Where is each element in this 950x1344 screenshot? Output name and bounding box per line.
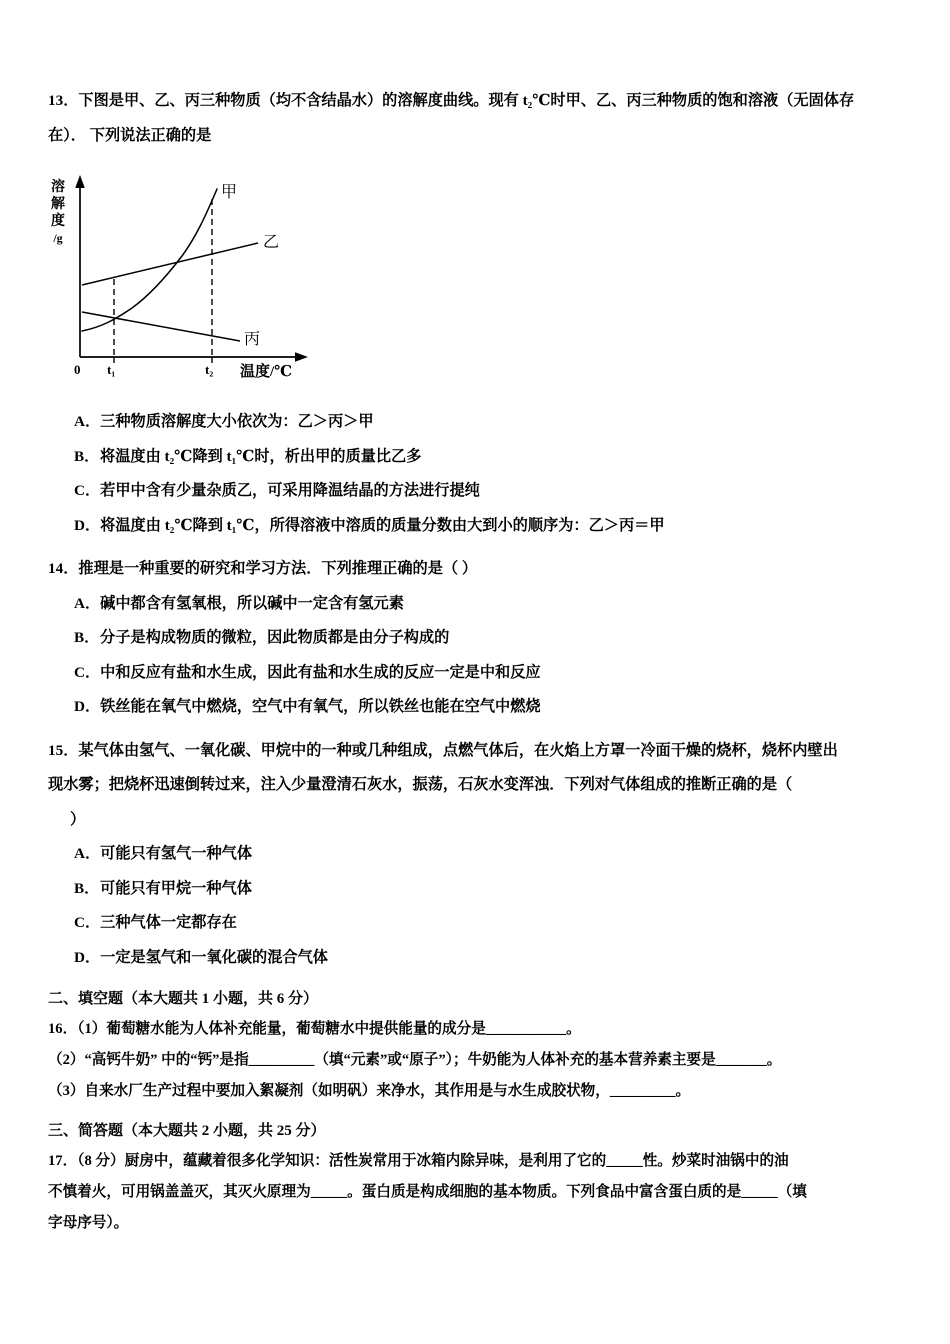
question-16-part-2: （2）“高钙牛奶” 中的“钙”是指_________（填“元素”或“原子”）；牛奶能为人体补充的基本营养素主要是_______。 xyxy=(48,1052,782,1068)
question-13-option-a-text: 三种物质溶解度大小依次为：乙＞丙＞甲 xyxy=(100,413,374,430)
question-17-line3: 字母序号）。 xyxy=(48,1215,129,1231)
question-15-option-a-text: 可能只有氢气一种气体 xyxy=(100,845,253,862)
question-14-option-d-text: 铁丝能在氧气中燃烧，空气中有氧气，所以铁丝也能在空气中燃烧 xyxy=(100,698,541,715)
question-15-stem-line1: 15．某气体由氢气、一氧化碳、甲烷中的一种或几种组成，点燃气体后，在火焰上方罩一冷面干燥的烧杯，烧杯内壁出 xyxy=(48,741,838,759)
question-13-stem-line1: 13．下图是甲、乙、丙三种物质（均不含结晶水）的溶解度曲线。现有 t₂℃时甲、乙、丙三种物质的饱和溶液（无固体存 xyxy=(48,92,855,109)
question-15-stem-line3: ） xyxy=(70,810,86,828)
section-three xyxy=(48,1116,916,1239)
question-13-option-d-text: 将温度由 t₂℃降到 t₁℃，所得溶液中溶质的质量分数由大到小的顺序为：乙＞丙＝甲 xyxy=(100,516,665,534)
question-13-option-a-label: A． xyxy=(74,413,101,430)
question-16-part-1: 16．（1）葡萄糖水能为人体补充能量，葡萄糖水中提供能量的成分是___________。 xyxy=(48,1021,581,1037)
series-label-bing: 丙 xyxy=(244,331,261,348)
question-15-option-a[interactable] xyxy=(74,837,916,872)
x-tick-t2: t₂ xyxy=(205,362,214,377)
x-tick-t1: t₁ xyxy=(107,362,116,377)
question-14-option-a-text: 碱中都含有氢氧根，所以碱中一定含有氢元素 xyxy=(100,594,404,612)
question-14-option-d-label: D． xyxy=(74,698,101,715)
question-17-line1: 17．（8 分）厨房中，蕴藏着很多化学知识：活性炭常用于冰箱内除异味，是利用了它的_____性。炒菜时油锅中的油 xyxy=(48,1153,789,1169)
question-14-option-c-text: 中和反应有盐和水生成，因此有盐和水生成的反应一定是中和反应 xyxy=(100,663,541,681)
question-14-option-b-label: B． xyxy=(74,629,100,646)
question-13-option-a[interactable] xyxy=(74,405,916,440)
question-13-option-b[interactable] xyxy=(74,440,916,475)
page-content xyxy=(48,84,916,1239)
y-axis xyxy=(75,175,85,357)
y-axis-label-char-2: 度 xyxy=(51,214,65,229)
question-14-option-b[interactable] xyxy=(74,621,916,656)
question-14 xyxy=(48,552,916,725)
question-15-option-c-text: 三种气体一定都存在 xyxy=(100,914,237,931)
question-14-option-c-label: C． xyxy=(74,663,101,681)
question-14-option-b-text: 分子是构成物质的微粒，因此物质都是由分子构成的 xyxy=(100,629,450,646)
y-axis-label-char-0: 溶 xyxy=(51,180,65,195)
question-15-option-c-label: C． xyxy=(74,914,101,931)
series-label-jia: 甲 xyxy=(221,184,238,201)
question-13-option-d-label: D． xyxy=(74,516,101,534)
question-15 xyxy=(48,734,916,976)
series-label-yi: 乙 xyxy=(263,234,280,251)
question-13 xyxy=(48,84,916,543)
solubility-curve-figure xyxy=(51,167,354,382)
question-15-stem-line2: 现水雾；把烧杯迅速倒转过来，注入少量澄清石灰水，振荡，石灰水变浑浊．下列对气体组成的推断正确的是（ xyxy=(48,776,793,793)
question-15-option-b-text: 可能只有甲烷一种气体 xyxy=(100,879,252,897)
question-15-option-b[interactable] xyxy=(74,872,916,907)
x-axis-label: 温度/℃ xyxy=(240,364,293,380)
y-axis-label-char-3: /g xyxy=(53,231,63,245)
question-13-option-b-text: 将温度由 t₂℃降到 t₁℃时，析出甲的质量比乙多 xyxy=(100,447,422,465)
question-14-option-a[interactable] xyxy=(74,587,916,622)
question-15-option-b-label: B． xyxy=(74,879,100,897)
question-13-option-c[interactable] xyxy=(74,474,916,509)
question-14-option-c[interactable] xyxy=(74,656,916,691)
question-15-option-d-text: 一定是氢气和一氧化碳的混合气体 xyxy=(100,948,328,966)
section-two-heading: 二、填空题（本大题共 1 小题，共 6 分） xyxy=(48,991,319,1007)
question-16-part-3: （3）自来水厂生产过程中要加入絮凝剂（如明矾）来净水，其作用是与水生成胶状物，_________。 xyxy=(48,1083,691,1099)
y-axis-label xyxy=(48,179,68,247)
question-15-option-c[interactable] xyxy=(74,906,916,941)
question-15-option-a-label: A． xyxy=(74,845,101,862)
question-13-option-b-label: B． xyxy=(74,447,100,465)
question-13-option-c-text: 若甲中含有少量杂质乙，可采用降温结晶的方法进行提纯 xyxy=(100,482,480,499)
x-tick-0: 0 xyxy=(74,362,81,377)
question-14-option-d[interactable] xyxy=(74,690,916,725)
y-axis-label-char-1: 解 xyxy=(51,197,65,212)
question-13-option-d[interactable] xyxy=(74,509,916,544)
question-17-line2: 不慎着火，可用锅盖盖灭，其灭火原理为_____。蛋白质是构成细胞的基本物质。下列食品中富含蛋白质的是_____（填 xyxy=(48,1184,807,1200)
question-15-option-d-label: D． xyxy=(74,948,101,966)
curve-yi xyxy=(82,243,258,285)
section-two xyxy=(48,984,916,1107)
question-14-stem: 14．推理是一种重要的研究和学习方法．下列推理正确的是（ ） xyxy=(48,560,478,577)
section-three-heading: 三、简答题（本大题共 2 小题，共 25 分） xyxy=(48,1123,326,1139)
curve-jia xyxy=(82,189,217,331)
curve-bing xyxy=(82,312,240,341)
question-13-option-c-label: C． xyxy=(74,482,101,499)
question-13-stem-line2: 在）． 下列说法正确的是 xyxy=(48,126,212,144)
question-15-option-d[interactable] xyxy=(74,941,916,976)
question-14-option-a-label: A． xyxy=(74,594,101,612)
